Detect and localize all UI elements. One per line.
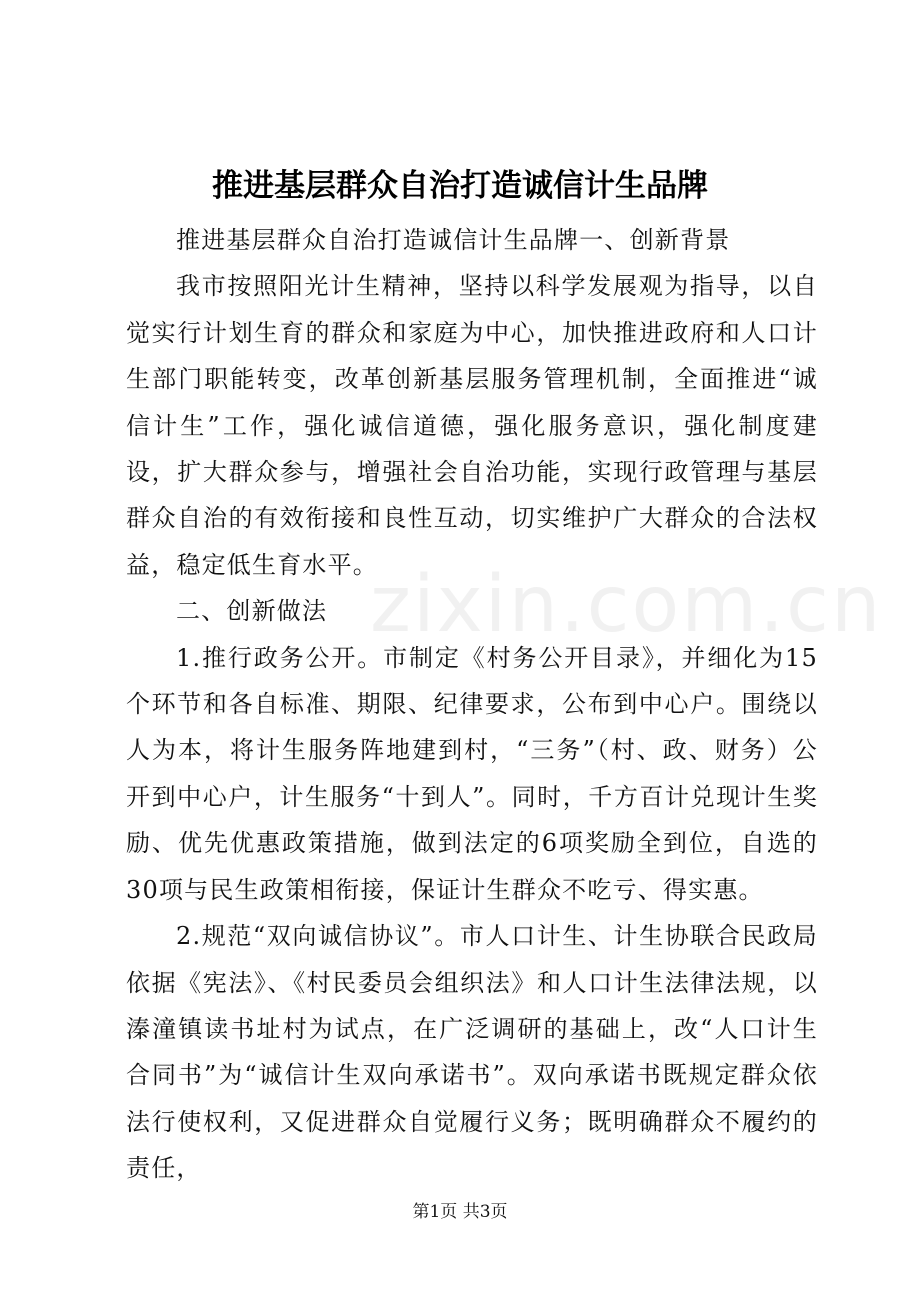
paragraph-item-1: 1.推行政务公开。市制定《村务公开目录》，并细化为15个环节和各自标准、期限、纪律要求，公布到中心户。围绕以人为本，将计生服务阵地建到村，“三务”（村、政、财务）公开到中心户，计生服务“十到人”。同时，千方百计兑现计生奖励、优先优惠政策措施，做到法定的6项奖励全到位，自选的30项与民生政策相衔接，保证计生群众不吃亏、得实惠。: [126, 643, 818, 904]
page-footer: 第1页 共3页: [412, 1202, 508, 1222]
paragraph-intro: 推进基层群众自治打造诚信计生品牌一、创新背景: [176, 226, 731, 254]
paragraph-item-2: 2.规范“双向诚信协议”。市人口计生、计生协联合民政局依据《宪法》、《村民委员会组织法》和人口计生法律法规，以溱潼镇读书址村为试点，在广泛调研的基础上，改“人口计生合同书”为“诚信计生双向承诺书”。双向承诺书既规定群众依法行使权利，又促进群众自觉履行义务；既明确群众不履约的责任，: [126, 922, 818, 1183]
section-heading-practices: 二、创新做法: [176, 597, 328, 626]
document-title: 推进基层群众自治打造诚信计生品牌: [212, 168, 708, 204]
document-body: [126, 217, 818, 1192]
watermark: zixin.com.cn: [370, 560, 883, 650]
paragraph-background: 我市按照阳光计生精神，坚持以科学发展观为指导，以自觉实行计划生育的群众和家庭为中心，加快推进政府和人口计生部门职能转变，改革创新基层服务管理机制，全面推进“诚信计生”工作，强化诚信道德，强化服务意识，强化制度建设，扩大群众参与，增强社会自治功能，实现行政管理与基层群众自治的有效衔接和良性互动，切实维护广大群众的合法权益，稳定低生育水平。: [126, 272, 818, 579]
